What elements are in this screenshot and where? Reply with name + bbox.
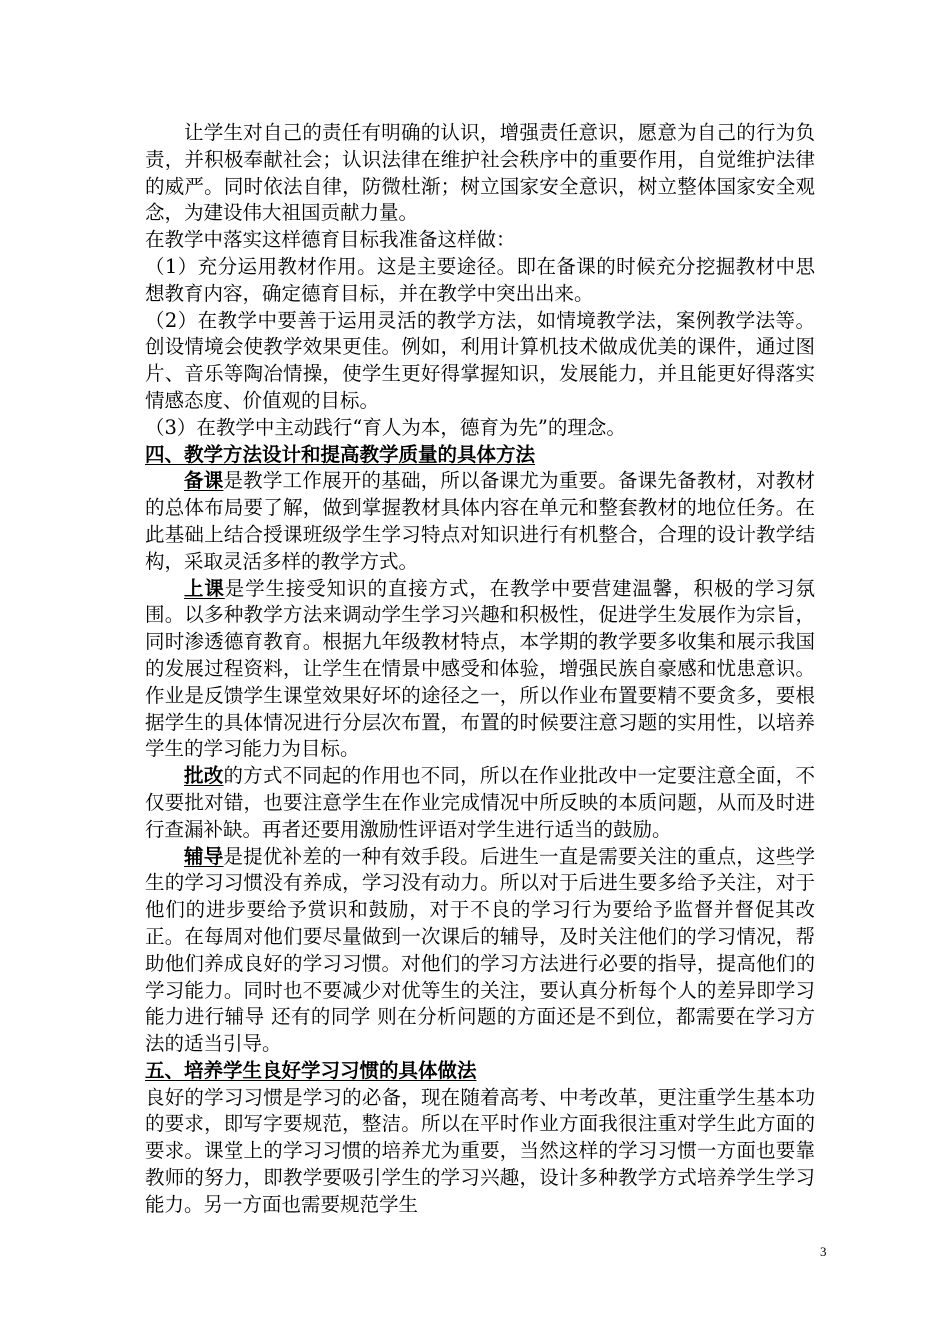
- page-number: 3: [820, 1244, 827, 1259]
- paragraph-text: 是提优补差的一种有效手段。后进生一直是需要关注的重点，这些学生的学习习惯没有养成，学习没有动力。所以对于后进生要多给予关注，对于他们的进步要给予赏识和鼓励，对于不良的学习行为要给予监督并督促其改正。在每周对他们要尽量做到一次课后的辅导，及时关注他们的学习情况，帮助他们养成良好的学习习惯。对他们的学习方法进行必要的指导，提高他们的学习能力。同时也不要减少对优等生的关注，要认真分析每个人的差异即学习能力进行辅导 还有的同学 则在分析问题的方面还是不到位，都需要在学习方法的适当引导。: [145, 844, 815, 1056]
- section-heading-teaching-methods: 四、教学方法设计和提高教学质量的具体方法: [145, 442, 536, 466]
- document-body: [145, 120, 815, 1219]
- keyword-tutoring: 辅导: [184, 844, 224, 868]
- keyword-class: 上课: [184, 576, 225, 600]
- paragraph-method-1: （1）充分运用教材作用。这是主要途径。即在备课的时候充分挖掘教材中思想教育内容，确定德育目标，并在教学中突出出来。: [145, 254, 815, 305]
- paragraph-text: 的方式不同起的作用也不同，所以在作业批改中一定要注意全面，不仅要批对错，也要注意学生在作业完成情况中所反映的本质问题，从而及时进行查漏补缺。再者还要用激励性评语对学生进行适当的鼓励。: [145, 764, 815, 841]
- paragraph-grading: [145, 763, 815, 843]
- keyword-grading: 批改: [184, 764, 224, 788]
- paragraph-method-3: （3）在教学中主动践行“育人为本，德育为先”的理念。: [145, 415, 626, 439]
- paragraph-moral-goal-intro: 在教学中落实这样德育目标我准备这样做：: [145, 228, 516, 252]
- keyword-lesson-prep: 备课: [184, 469, 224, 493]
- paragraph-tutoring: [145, 844, 815, 1058]
- paragraph-method-2: （2）在教学中要善于运用灵活的教学方法，如情境教学法，案例教学法等。创设情境会使教学效果更佳。例如，利用计算机技术做成优美的课件，通过图片、音乐等陶冶情操，使学生更好得掌握知识，发展能力，并且能更好得落实情感态度、价值观的目标。: [145, 308, 815, 412]
- paragraph-text: 是学生接受知识的直接方式，在教学中要营建温馨，积极的学习氛围。以多种教学方法来调动学生学习兴趣和积极性，促进学生发展作为宗旨，同时渗透德育教育。根据九年级教材特点，本学期的教学要多收集和展示我国的发展过程资料，让学生在情景中感受和体验，增强民族自豪感和忧患意识。 作业是反馈学生课堂效果好坏的途径之一，所以作业布置要精不要贪多，要根据学生的具体情况进行分层次布置，布置的时候要注意习题的实用性，以培养学生的学习能力为目标。: [145, 576, 815, 761]
- paragraph-study-habits: 良好的学习习惯是学习的必备，现在随着高考、中考改革，更注重学生基本功的要求，即写字要规范，整洁。所以在平时作业方面我很注重对学生此方面的要求。课堂上的学习习惯的培养尤为重要，当然这样的学习习惯一方面也要靠教师的努力，即教学要吸引学生的学习兴趣，设计多种教学方式培养学生学习能力。另一方面也需要规范学生: [145, 1085, 815, 1216]
- paragraph-text: 是教学工作展开的基础，所以备课尤为重要。备课先备教材，对教材的总体布局要了解，做到掌握教材具体内容在单元和整套教材的地位任务。在此基础上结合授课班级学生学习特点对知识进行有机整合，合理的设计教学结构，采取灵活多样的教学方式。: [145, 469, 815, 573]
- paragraph-lesson-prep: [145, 468, 815, 575]
- section-heading-study-habits: 五、培养学生良好学习习惯的具体做法: [145, 1058, 477, 1082]
- paragraph-responsibility: 让学生对自己的责任有明确的认识，增强责任意识，愿意为自己的行为负责，并积极奉献社会；认识法律在维护社会秩序中的重要作用，自觉维护法律的威严。同时依法自律，防微杜渐；树立国家安全意识，树立整体国家安全观念，为建设伟大祖国贡献力量。: [145, 121, 815, 225]
- paragraph-class: [145, 576, 815, 764]
